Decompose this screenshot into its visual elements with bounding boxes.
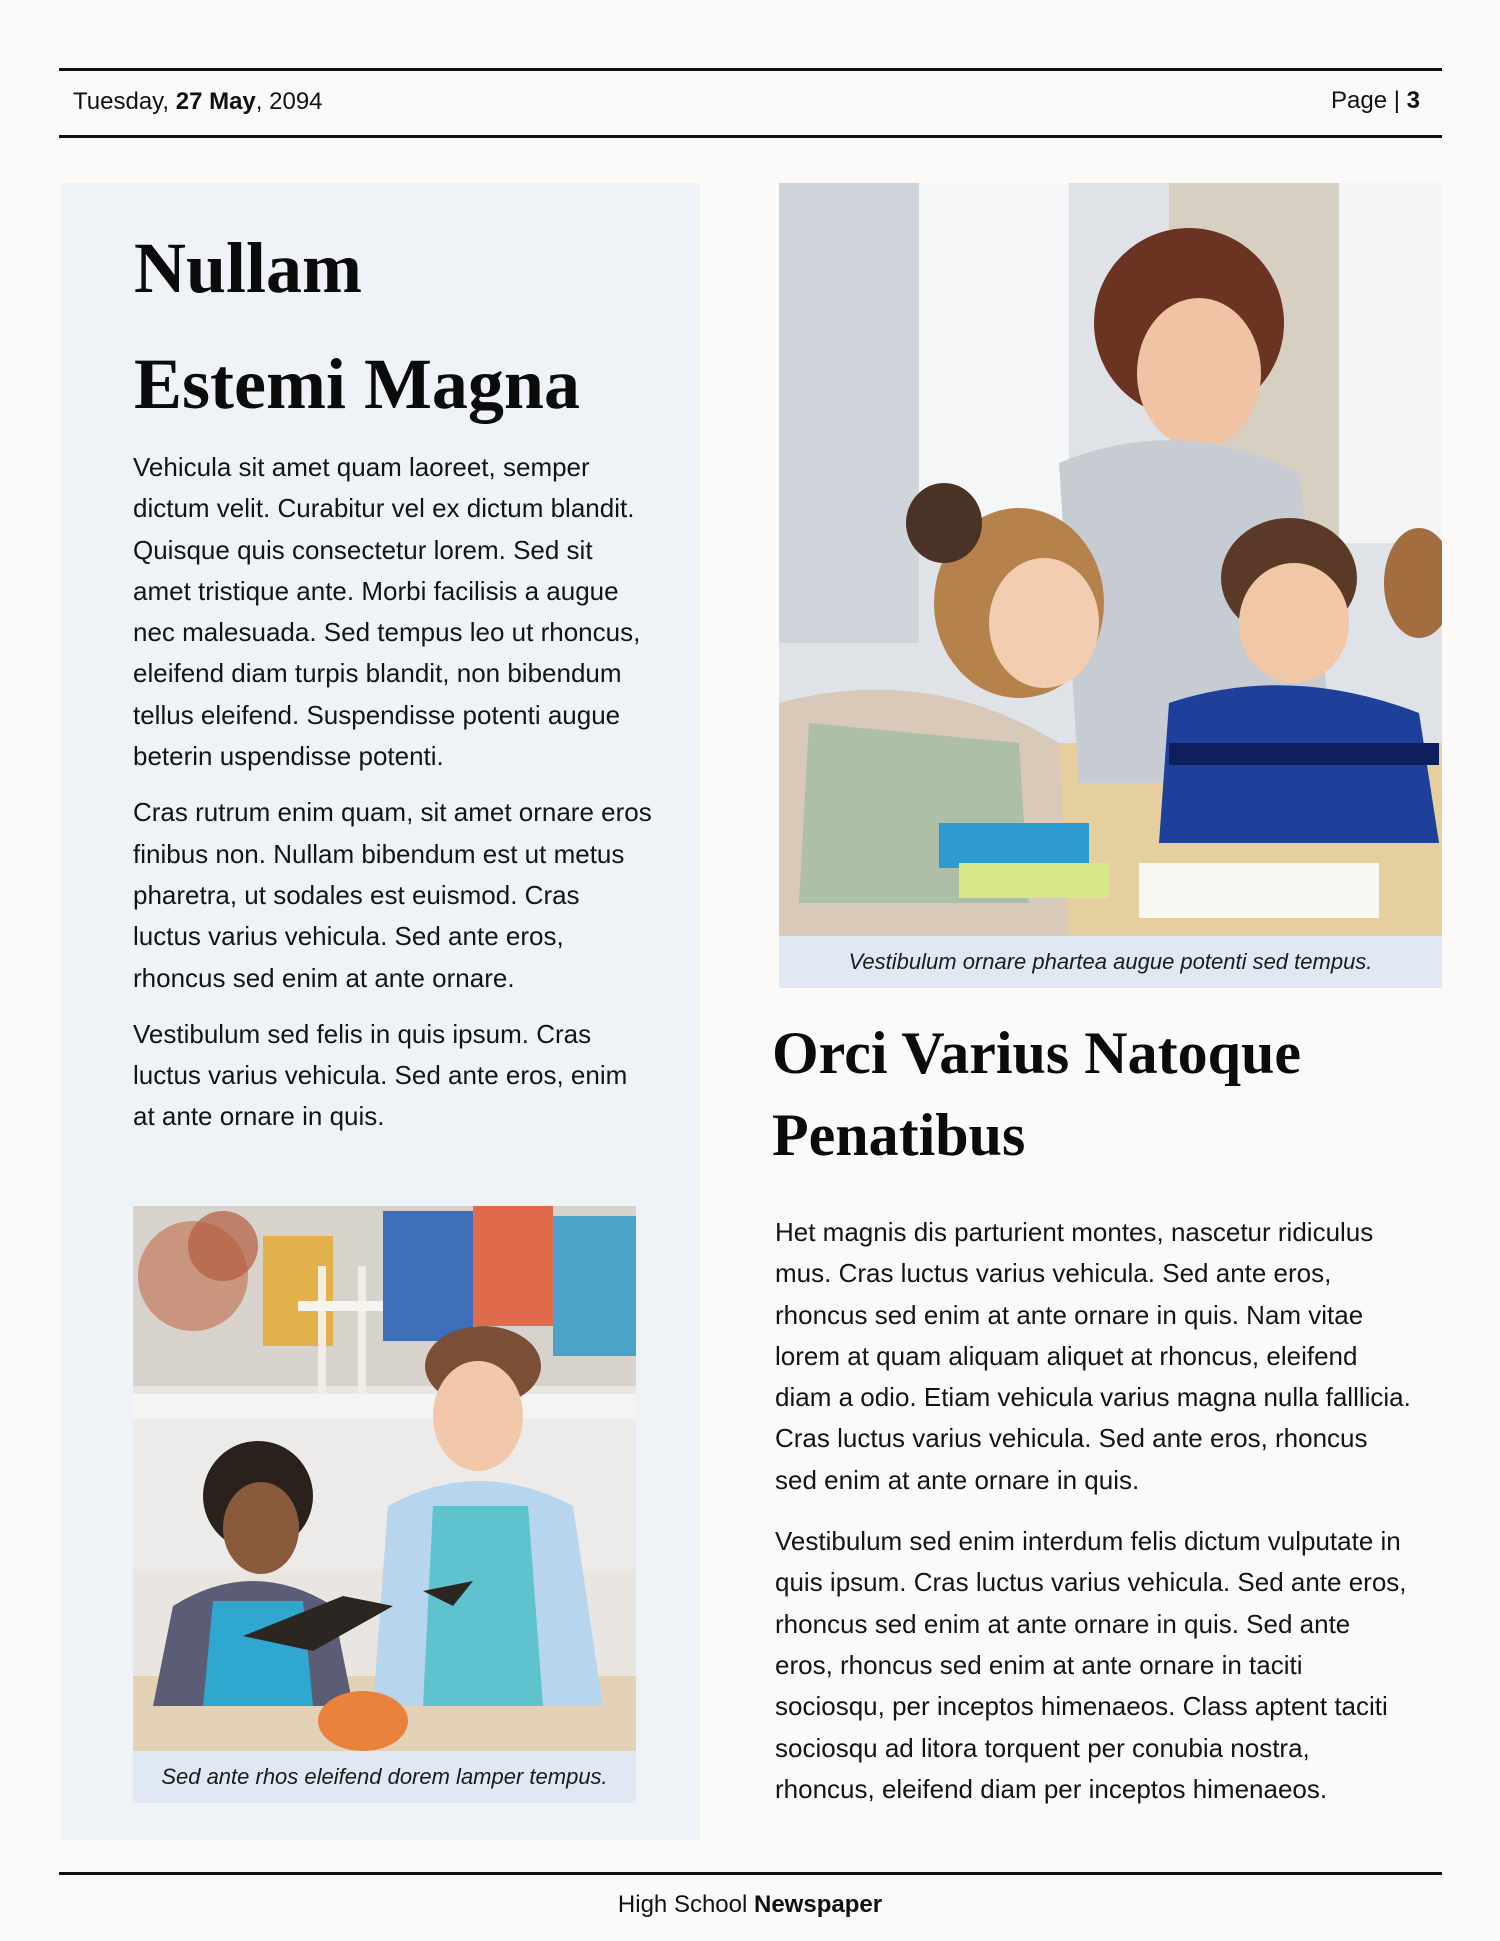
classroom-photo bbox=[779, 183, 1442, 936]
left-paragraph-1: Vehicula sit amet quam laoreet, semper dictum velit. Curabitur vel ex dictum blandit. Quisque quis consectetur lorem. Sed sit amet tristique ante. Morbi facilisis a augue nec malesuada. Sed tempus leo ut rhoncus, eleifend diam turpis blandit, non bibendum tellus eleifend. Suspendisse potenti augue beterin uspendisse potenti. bbox=[133, 452, 641, 772]
issue-date bbox=[73, 88, 323, 116]
date-weekday: Tuesday, bbox=[73, 88, 176, 115]
left-paragraph-2: Cras rutrum enim quam, sit amet ornare eros finibus non. Nullam bibendum est ut metus pharetra, ut sodales est euismod. Cras luctus varius vehicula. Sed ante eros, rhoncus sed enim at ante ornare. bbox=[133, 797, 652, 993]
left-article-title bbox=[134, 210, 654, 442]
page-indicator bbox=[1331, 87, 1420, 115]
left-paragraph-3: Vestibulum sed felis in quis ipsum. Cras luctus varius vehicula. Sed ante eros, enim at ante ornare in quis. bbox=[133, 1018, 628, 1132]
right-title-line-2: Penatibus bbox=[772, 1102, 1026, 1168]
footer-prefix: High School bbox=[617, 1891, 754, 1918]
page-number: 3 bbox=[1406, 87, 1420, 114]
footer-rule bbox=[59, 1872, 1442, 1875]
right-article-body bbox=[775, 1212, 1415, 1830]
page-label: Page | bbox=[1331, 87, 1407, 114]
left-photo-caption: Sed ante rhos eleifend dorem lamper tempus. bbox=[133, 1751, 636, 1803]
footer-bold: Newspaper bbox=[754, 1891, 883, 1918]
left-title-line-2: Estemi Magna bbox=[134, 344, 580, 424]
right-title-line-1: Orci Varius Natoque bbox=[772, 1020, 1301, 1086]
header-bottom-rule bbox=[59, 135, 1442, 138]
right-paragraph-1: Het magnis dis parturient montes, nascetur ridiculus mus. Cras luctus varius vehicula. Sed ante eros, rhoncus sed enim at ante ornare in quis. Nam vitae lorem at quam aliquam aliquet at rhoncus, eleifend diam a odio. Etiam vehicula varius magna nulla falllicia. Cras luctus varius vehicula. Sed ante eros, rhoncus sed enim at ante ornare in quis. bbox=[775, 1217, 1411, 1495]
right-photo-caption: Vestibulum ornare phartea augue potenti sed tempus. bbox=[779, 936, 1442, 988]
left-article-body bbox=[133, 447, 653, 1153]
header-top-rule bbox=[59, 68, 1442, 71]
newspaper-footer bbox=[0, 1891, 1500, 1919]
art-class-photo bbox=[133, 1206, 636, 1751]
date-day: 27 May bbox=[175, 88, 256, 115]
left-title-line-1: Nullam bbox=[134, 228, 363, 308]
right-paragraph-2: Vestibulum sed enim interdum felis dictum vulputate in quis ipsum. Cras luctus varius vehicula. Sed ante eros, rhoncus sed enim at ante ornare in quis. Sed ante eros, rhoncus sed enim at ante ornare in taciti sociosqu, per inceptos himenaeos. Class aptent taciti sociosqu ad litora torquent per conubia nostra, rhoncus, eleifend diam per inceptos himenaeos. bbox=[775, 1526, 1407, 1804]
right-article-title bbox=[772, 1012, 1452, 1176]
date-year: , 2094 bbox=[255, 88, 323, 115]
